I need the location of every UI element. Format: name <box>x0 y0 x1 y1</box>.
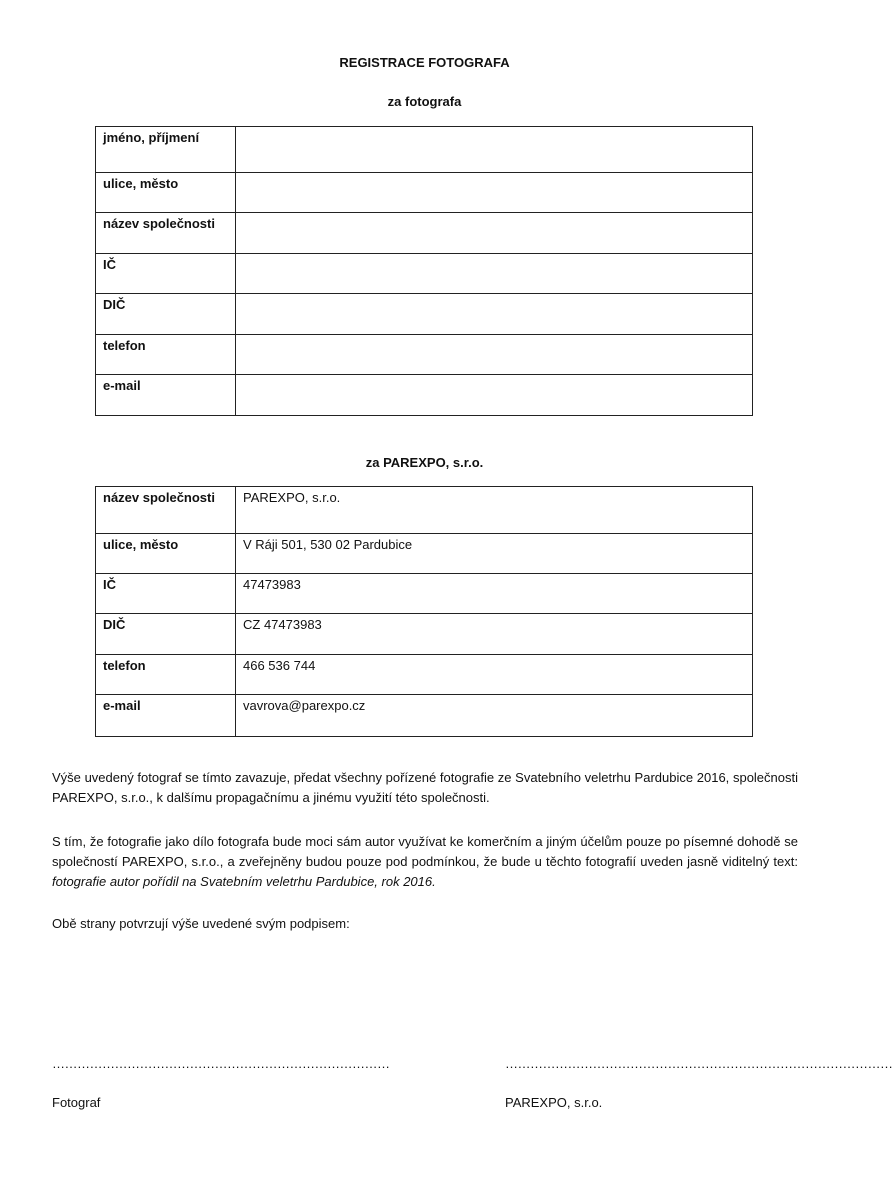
field-label-dic: DIČ <box>96 614 236 655</box>
field-value-dic: CZ 47473983 <box>236 614 753 655</box>
field-label-ic: IČ <box>96 574 236 614</box>
table-row <box>96 335 753 375</box>
field-label-email: e-mail <box>96 375 236 416</box>
photographer-signature-label: Fotograf <box>52 1095 101 1110</box>
field-value-name[interactable] <box>236 127 753 173</box>
field-value-email: vavrova@parexpo.cz <box>236 695 753 737</box>
commitment-paragraph: Výše uvedený fotograf se tímto zavazuje, předat všechny pořízené fotografie ze Svatebního veletrhu Pardubice 2016, společnosti PAREXPO, s.r.o., k dalšímu propagačnímu a jinému využití této společnosti. <box>52 770 798 805</box>
field-value-phone[interactable] <box>236 335 753 375</box>
document-title: REGISTRACE FOTOGRAFA <box>339 55 510 70</box>
table-row <box>96 614 753 655</box>
company-signature-label: PAREXPO, s.r.o. <box>505 1095 603 1110</box>
photographer-section-heading: za fotografa <box>387 94 462 109</box>
company-section-heading: za PAREXPO, s.r.o. <box>365 455 484 470</box>
company-signature-line: ………………………………………………………………………………… <box>505 1056 893 1071</box>
table-row <box>96 127 753 173</box>
field-value-street-city: V Ráji 501, 530 02 Pardubice <box>236 534 753 574</box>
table-row <box>96 534 753 574</box>
field-value-street-city[interactable] <box>236 173 753 213</box>
usage-terms-text: S tím, že fotografie jako dílo fotografa bude moci sám autor využívat ke komerčním a jiným účelům pouze po písemné dohodě se společností PAREXPO, s.r.o., a zveřejněny budou pouze pod podmínkou, že bude u těchto fotografií uveden jasně viditelný text: <box>52 834 798 869</box>
field-label-company: název společnosti <box>96 487 236 534</box>
photographer-form-table <box>95 126 753 416</box>
field-label-phone: telefon <box>96 335 236 375</box>
field-label-dic: DIČ <box>96 294 236 335</box>
confirmation-paragraph: Obě strany potvrzují výše uvedené svým podpisem: <box>52 916 350 931</box>
field-value-phone: 466 536 744 <box>236 655 753 695</box>
table-row <box>96 213 753 254</box>
field-value-ic: 47473983 <box>236 574 753 614</box>
table-row <box>96 487 753 534</box>
field-label-street-city: ulice, město <box>96 173 236 213</box>
field-label-phone: telefon <box>96 655 236 695</box>
usage-terms-paragraph <box>52 832 798 892</box>
company-form-table <box>95 486 753 737</box>
field-label-email: e-mail <box>96 695 236 737</box>
table-row <box>96 375 753 416</box>
field-label-name: jméno, příjmení <box>96 127 236 173</box>
field-label-street-city: ulice, město <box>96 534 236 574</box>
field-value-company: PAREXPO, s.r.o. <box>236 487 753 534</box>
photographer-signature-line: ……………………………………………………………………… <box>52 1056 390 1071</box>
table-row <box>96 254 753 294</box>
field-value-email[interactable] <box>236 375 753 416</box>
field-value-dic[interactable] <box>236 294 753 335</box>
table-row <box>96 574 753 614</box>
field-label-company: název společnosti <box>96 213 236 254</box>
field-label-ic: IČ <box>96 254 236 294</box>
field-value-ic[interactable] <box>236 254 753 294</box>
table-row <box>96 655 753 695</box>
field-value-company[interactable] <box>236 213 753 254</box>
table-row <box>96 294 753 335</box>
table-row <box>96 695 753 737</box>
required-credit-text: fotografie autor pořídil na Svatebním veletrhu Pardubice, rok 2016. <box>52 874 436 889</box>
table-row <box>96 173 753 213</box>
